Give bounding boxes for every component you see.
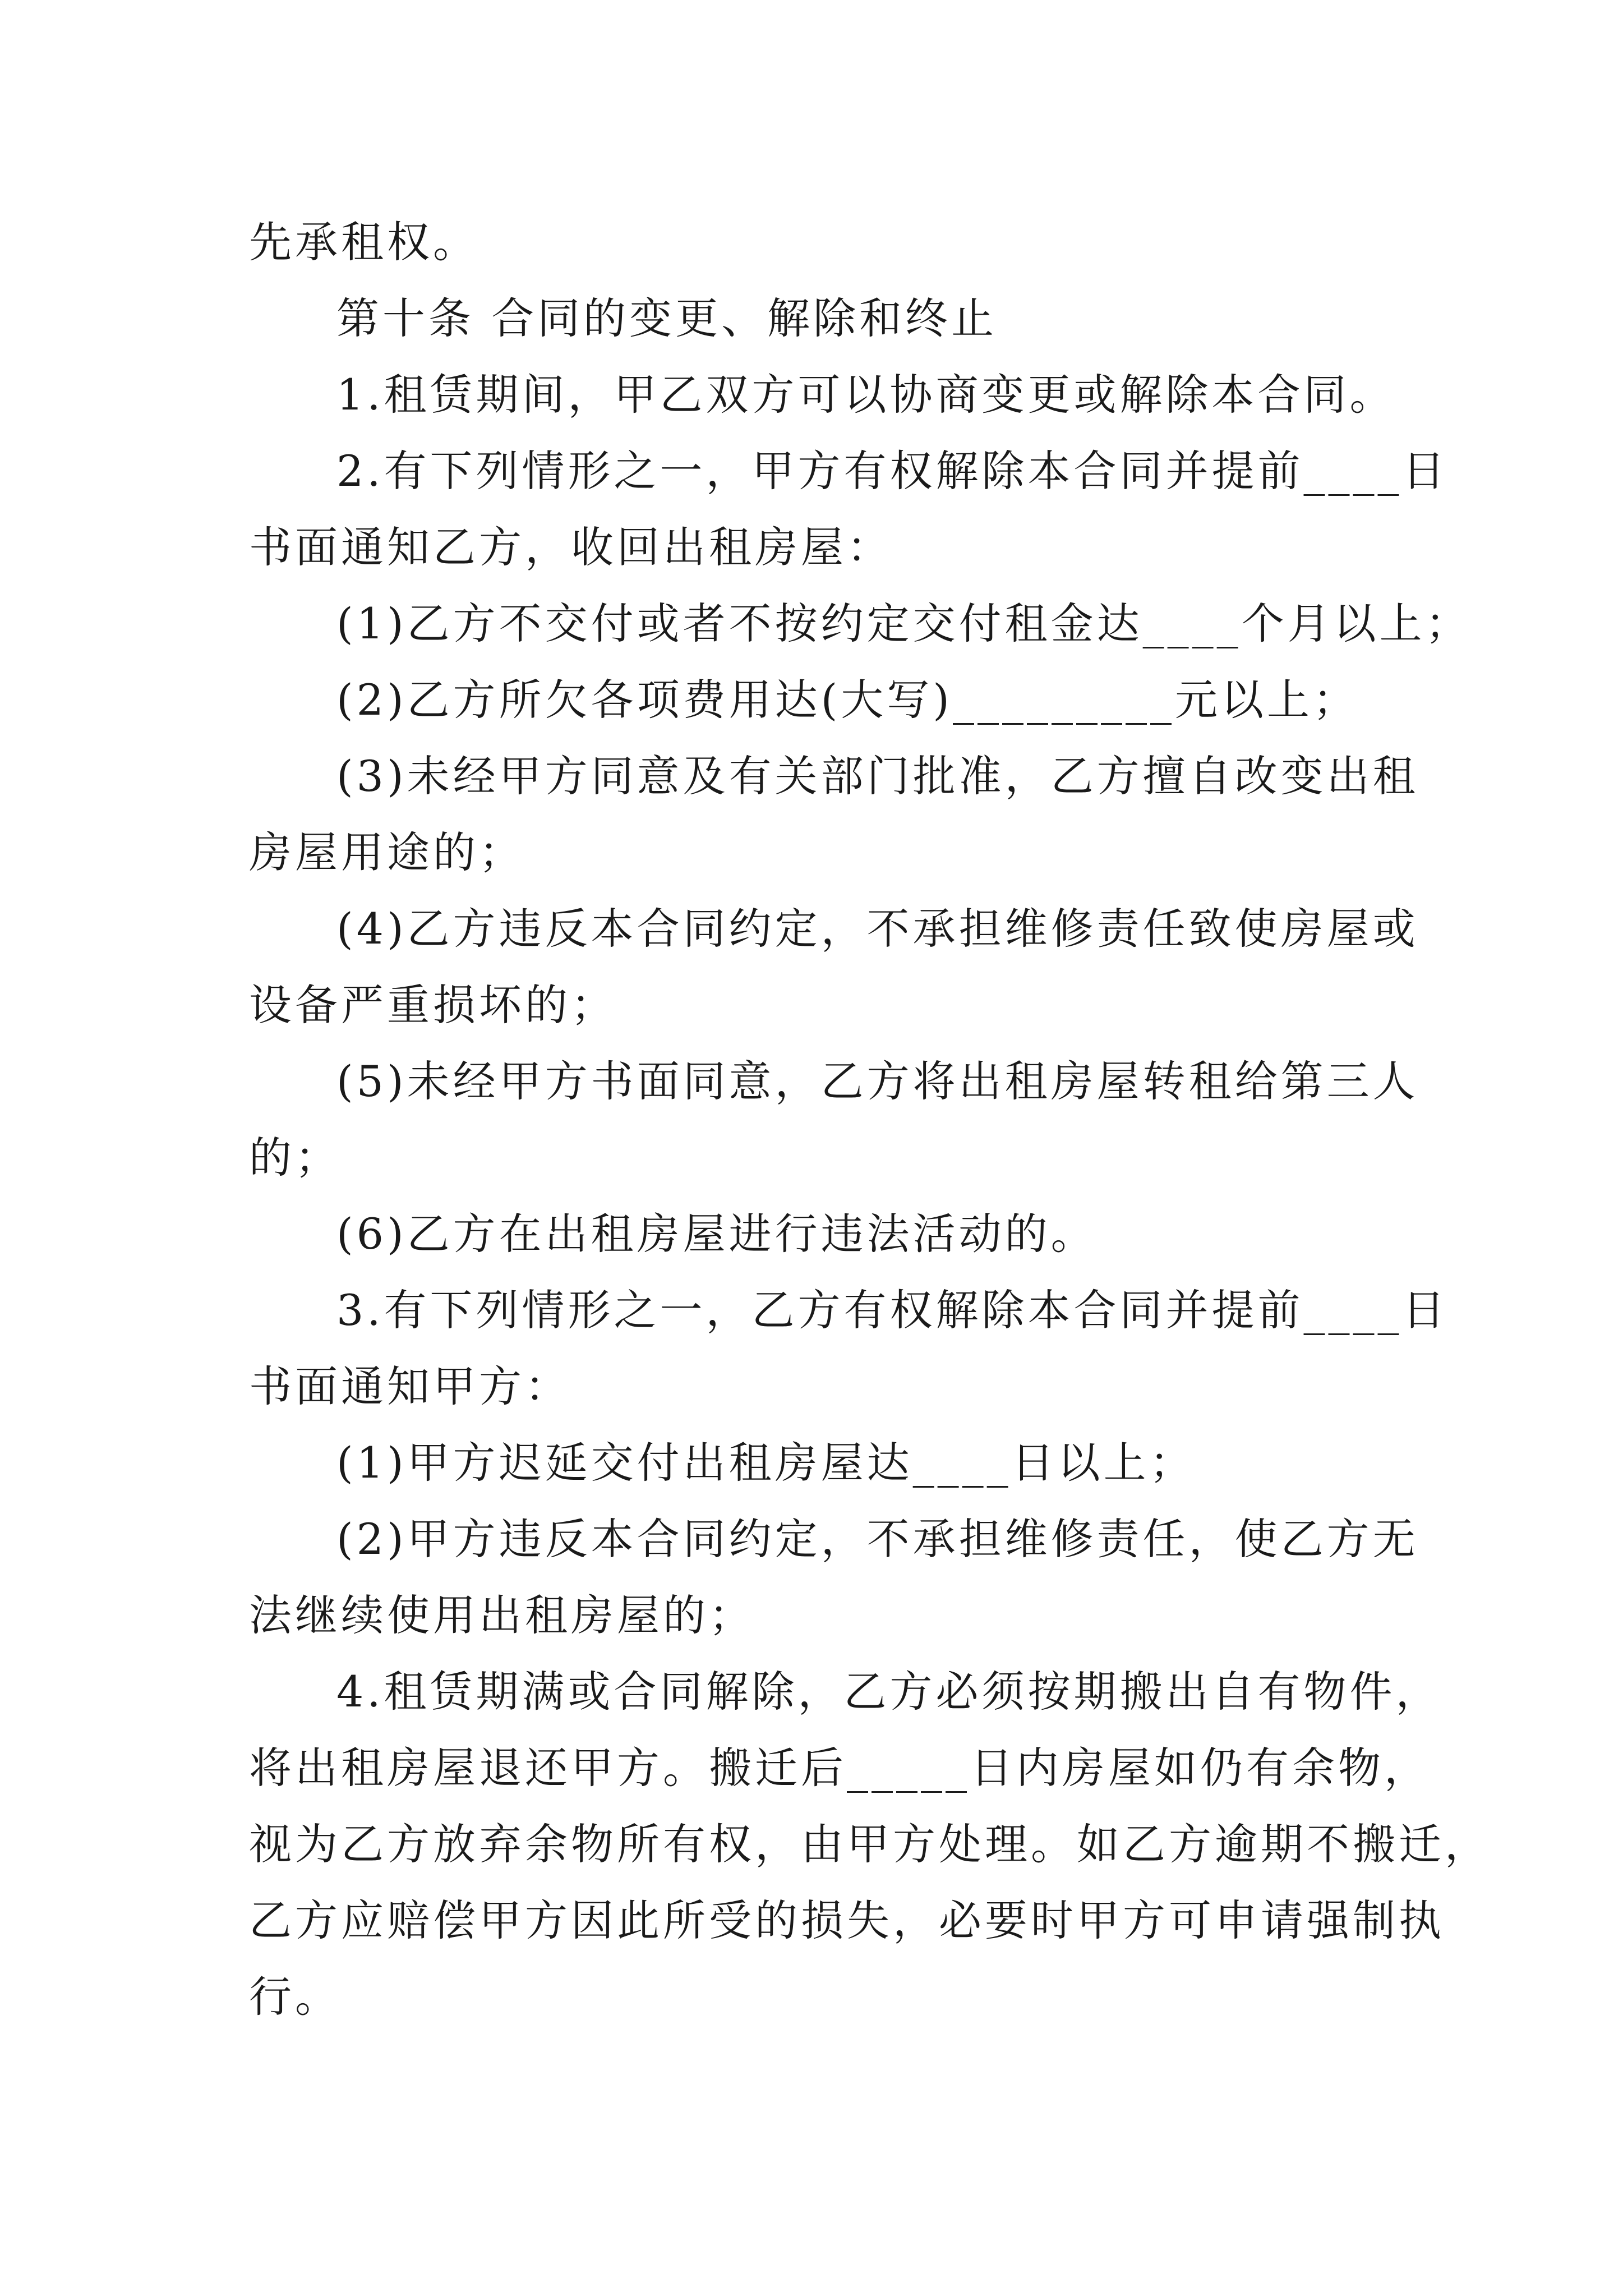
document-line: (1)甲方迟延交付出租房屋达____日以上； [336,1438,1196,1488]
document-line: 将出租房屋退还甲方。搬迁后_____日内房屋如仍有余物， [249,1743,1430,1793]
document-line: 书面通知甲方： [249,1361,571,1411]
document-line: 2.有下列情形之一，甲方有权解除本合同并提前____日 [336,446,1449,496]
document-line: 先承租权。 [249,217,479,267]
document-line: 行。 [249,1972,341,2022]
document-line: 乙方应赔偿甲方因此所受的损失，必要时甲方可申请强制执 [249,1895,1445,1945]
document-line: (1)乙方不交付或者不按约定交付租金达____个月以上； [336,599,1472,648]
document-line: 1.租赁期间，甲乙双方可以协商变更或解除本合同。 [336,370,1396,420]
document-line: 4.租赁期满或合同解除，乙方必须按期搬出自有物件， [336,1667,1442,1717]
document-line: 第十条 合同的变更、解除和终止 [336,293,998,343]
document-line: (6)乙方在出租房屋进行违法活动的。 [336,1209,1097,1259]
document-line: 设备严重损坏的； [249,980,617,1030]
document-line: 视为乙方放弃余物所有权，由甲方处理。如乙方逾期不搬迁， [249,1819,1491,1869]
document-line: (3)未经甲方同意及有关部门批准，乙方擅自改变出租 [336,751,1419,801]
document-line: 书面通知乙方，收回出租房屋： [249,522,893,572]
document-line: (5)未经甲方书面同意，乙方将出租房屋转租给第三人 [336,1056,1419,1106]
document-line: 房屋用途的； [249,827,525,877]
document-line: (2)乙方所欠各项费用达(大写)_________元以上； [336,675,1359,725]
document-line: 3.有下列情形之一，乙方有权解除本合同并提前____日 [336,1285,1449,1335]
document-line: (2)甲方违反本合同约定，不承担维修责任，使乙方无 [336,1514,1419,1564]
document-line: 的； [249,1133,341,1182]
document-line: 法继续使用出租房屋的； [249,1590,755,1640]
document-line: (4)乙方违反本合同约定，不承担维修责任致使房屋或 [336,904,1419,954]
